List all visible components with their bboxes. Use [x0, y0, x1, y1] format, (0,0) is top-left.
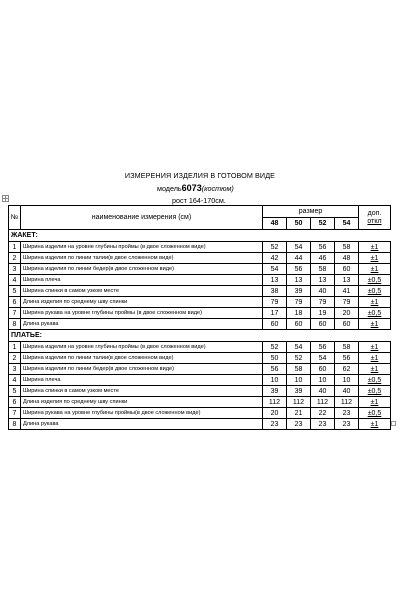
row-number: 7 — [9, 408, 21, 419]
size-value: 23 — [311, 419, 335, 430]
size-54: 54 — [335, 218, 359, 230]
table-row — [9, 297, 391, 308]
tolerance-value — [359, 286, 391, 297]
section-row — [9, 230, 391, 242]
table-row — [9, 375, 391, 386]
size-value: 39 — [287, 286, 311, 297]
row-number: 3 — [9, 264, 21, 275]
size-value: 56 — [311, 242, 335, 253]
tolerance-value — [359, 353, 391, 364]
tolerance-text: ±1 — [370, 265, 379, 273]
row-number: 8 — [9, 319, 21, 330]
table-row — [9, 364, 391, 375]
tolerance-value — [359, 364, 391, 375]
size-value: 60 — [287, 319, 311, 330]
measurement-name: Длина рукава — [21, 419, 263, 430]
column-header-number: № — [9, 206, 21, 230]
table-row — [9, 397, 391, 408]
tolerance-text: ±1 — [370, 398, 379, 406]
size-value: 42 — [263, 253, 287, 264]
tolerance-text: ±0,5 — [367, 276, 382, 284]
row-number: 6 — [9, 297, 21, 308]
size-value: 23 — [335, 419, 359, 430]
measurement-name: Ширина рукава на уровне глубины проймы (в двое сложенном виде) — [21, 308, 263, 319]
size-value: 60 — [311, 364, 335, 375]
measurement-name: Ширина спинки в самом узком месте — [21, 286, 263, 297]
size-value: 41 — [335, 286, 359, 297]
tolerance-value — [359, 408, 391, 419]
size-value: 112 — [287, 397, 311, 408]
size-value: 112 — [311, 397, 335, 408]
size-value: 58 — [335, 342, 359, 353]
measurement-name: Ширина рукава на уровне глубины проймы(в двое сложенном виде) — [21, 408, 263, 419]
size-value: 54 — [287, 242, 311, 253]
size-value: 38 — [263, 286, 287, 297]
tolerance-text: ±0,5 — [367, 376, 382, 384]
size-value: 52 — [287, 353, 311, 364]
table-row — [9, 308, 391, 319]
table-row — [9, 286, 391, 297]
size-value: 20 — [335, 308, 359, 319]
size-value: 62 — [335, 364, 359, 375]
measurement-name: Ширина плеча — [21, 275, 263, 286]
size-value: 60 — [335, 319, 359, 330]
tolerance-value — [359, 319, 391, 330]
tolerance-value — [359, 275, 391, 286]
row-number: 4 — [9, 375, 21, 386]
size-value: 56 — [263, 364, 287, 375]
tolerance-value — [359, 386, 391, 397]
tolerance-text: ±1 — [370, 320, 379, 328]
model-prefix: модель — [157, 184, 182, 193]
size-value: 23 — [263, 419, 287, 430]
table-row — [9, 386, 391, 397]
measurement-name: Длина изделия по среднему шву спинки — [21, 297, 263, 308]
size-value: 58 — [335, 242, 359, 253]
tolerance-value — [359, 253, 391, 264]
size-value: 13 — [287, 275, 311, 286]
row-number: 4 — [9, 275, 21, 286]
row-number: 7 — [9, 308, 21, 319]
measurement-name: Ширина спинки в самом узком месте — [21, 386, 263, 397]
tolerance-text: ±1 — [370, 298, 379, 306]
row-number: 6 — [9, 397, 21, 408]
size-value: 112 — [335, 397, 359, 408]
table-row — [9, 342, 391, 353]
size-value: 40 — [335, 386, 359, 397]
measurements-body — [9, 230, 391, 430]
model-suffix: (костюм) — [201, 184, 234, 193]
row-number: 8 — [9, 419, 21, 430]
size-value: 54 — [263, 264, 287, 275]
measurements-table — [8, 205, 391, 430]
measurement-name: Ширина плеча — [21, 375, 263, 386]
tolerance-text: ±1 — [370, 254, 379, 262]
tolerance-text: ±1 — [370, 365, 379, 373]
row-number: 5 — [9, 286, 21, 297]
tolerance-value — [359, 297, 391, 308]
size-value: 79 — [287, 297, 311, 308]
size-value: 13 — [263, 275, 287, 286]
tolerance-text: ±1 — [370, 354, 379, 362]
tolerance-text: ±0,5 — [367, 409, 382, 417]
row-number: 1 — [9, 242, 21, 253]
measurement-name: Ширина изделия по линии талии(в двое сложенном виде) — [21, 353, 263, 364]
row-number: 2 — [9, 353, 21, 364]
size-value: 18 — [287, 308, 311, 319]
size-value: 79 — [311, 297, 335, 308]
model-line — [157, 183, 234, 193]
size-value: 56 — [311, 342, 335, 353]
size-value: 22 — [311, 408, 335, 419]
size-value: 56 — [287, 264, 311, 275]
tolerance-text: ±0,5 — [367, 287, 382, 295]
column-header-size: размер — [263, 206, 359, 218]
size-value: 56 — [335, 353, 359, 364]
column-header-tolerance — [359, 206, 391, 230]
measurement-name: Ширина изделия на уровне глубины проймы (в двое сложенном виде) — [21, 342, 263, 353]
tolerance-value — [359, 264, 391, 275]
size-value: 50 — [263, 353, 287, 364]
size-value: 48 — [335, 253, 359, 264]
size-value: 13 — [335, 275, 359, 286]
size-value: 60 — [335, 264, 359, 275]
size-value: 52 — [263, 242, 287, 253]
table-row — [9, 353, 391, 364]
size-value: 39 — [263, 386, 287, 397]
height-range: рост 164-170см. — [172, 196, 226, 205]
size-value: 23 — [287, 419, 311, 430]
size-value: 40 — [311, 286, 335, 297]
size-value: 40 — [311, 386, 335, 397]
size-48: 48 — [263, 218, 287, 230]
size-value: 19 — [311, 308, 335, 319]
row-number: 2 — [9, 253, 21, 264]
table-row — [9, 275, 391, 286]
row-number: 1 — [9, 342, 21, 353]
model-number: 6073 — [181, 183, 202, 193]
size-value: 54 — [311, 353, 335, 364]
page-title: ИЗМЕРЕНИЯ ИЗДЕЛИЯ В ГОТОВОМ ВИДЕ — [124, 171, 276, 180]
size-value: 21 — [287, 408, 311, 419]
table-row — [9, 242, 391, 253]
tolerance-value — [359, 242, 391, 253]
column-header-name: наименование измерения (см) — [21, 206, 263, 230]
table-move-handle-icon[interactable] — [2, 195, 9, 202]
size-value: 79 — [335, 297, 359, 308]
measurement-name: Ширина изделия по линии талии(в двое сложенном виде) — [21, 253, 263, 264]
size-value: 10 — [335, 375, 359, 386]
tolerance-value — [359, 397, 391, 408]
size-value: 79 — [263, 297, 287, 308]
size-value: 60 — [263, 319, 287, 330]
tolerance-value — [359, 308, 391, 319]
tolerance-text: ±0,5 — [367, 309, 382, 317]
measurement-name: Длина рукава — [21, 319, 263, 330]
size-52: 52 — [311, 218, 335, 230]
measurement-name: Ширина изделия на уровне глубины проймы (в двое сложенном виде) — [21, 242, 263, 253]
size-value: 17 — [263, 308, 287, 319]
table-row — [9, 319, 391, 330]
size-value: 60 — [311, 319, 335, 330]
tolerance-text: ±1 — [370, 420, 379, 428]
measurement-name: Ширина изделия по линии бедер(в двое сложенном виде) — [21, 364, 263, 375]
measurement-name: Ширина изделия по линии бедер(в двое сложенном виде) — [21, 264, 263, 275]
size-value: 10 — [287, 375, 311, 386]
tolerance-label-2: откл — [367, 217, 382, 225]
tolerance-label-1: доп. — [367, 209, 382, 217]
section-label: ПЛАТЬЕ: — [9, 330, 391, 342]
size-value: 52 — [263, 342, 287, 353]
size-value: 58 — [287, 364, 311, 375]
measurement-name: Длина изделия по среднему шву спинки — [21, 397, 263, 408]
tolerance-value — [359, 342, 391, 353]
size-value: 46 — [311, 253, 335, 264]
size-value: 44 — [287, 253, 311, 264]
table-row — [9, 264, 391, 275]
tolerance-text: ±1 — [370, 243, 379, 251]
size-50: 50 — [287, 218, 311, 230]
table-row — [9, 419, 391, 430]
size-value: 112 — [263, 397, 287, 408]
size-value: 39 — [287, 386, 311, 397]
section-row — [9, 330, 391, 342]
size-value: 23 — [335, 408, 359, 419]
size-value: 20 — [263, 408, 287, 419]
size-value: 54 — [287, 342, 311, 353]
table-row — [9, 253, 391, 264]
size-value: 10 — [311, 375, 335, 386]
section-label: ЖАКЕТ: — [9, 230, 391, 242]
tolerance-text: ±1 — [370, 343, 379, 351]
table-resize-handle-icon[interactable] — [391, 421, 396, 426]
tolerance-value — [359, 419, 391, 430]
table-row — [9, 408, 391, 419]
tolerance-text: ±0,5 — [367, 387, 382, 395]
row-number: 3 — [9, 364, 21, 375]
size-value: 13 — [311, 275, 335, 286]
tolerance-value — [359, 375, 391, 386]
size-value: 58 — [311, 264, 335, 275]
row-number: 5 — [9, 386, 21, 397]
size-value: 10 — [263, 375, 287, 386]
